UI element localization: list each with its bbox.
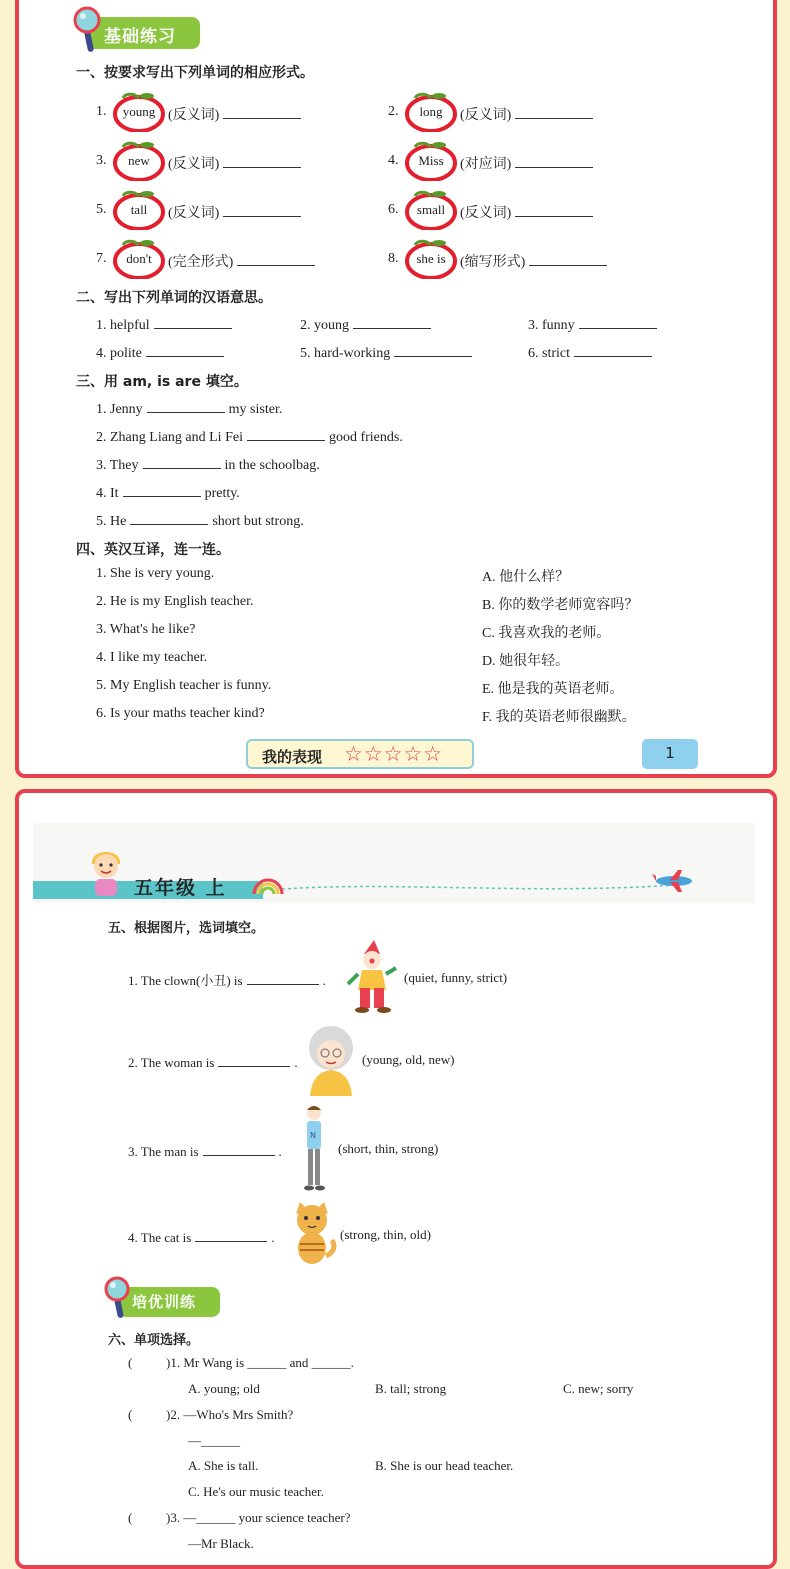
picture-fill-item: 2. The woman is . bbox=[128, 1052, 298, 1071]
item-number: 3. bbox=[96, 153, 107, 168]
fill-item: 4. It pretty. bbox=[96, 482, 240, 502]
cat-picture bbox=[286, 1200, 338, 1268]
answer-paren: ( bbox=[128, 1355, 133, 1370]
apple-word: she is bbox=[416, 251, 446, 266]
apple-word: tall bbox=[130, 202, 148, 217]
match-left-item: 1. She is very young. bbox=[96, 566, 215, 581]
worksheet-page-2 bbox=[15, 789, 777, 1569]
performance-bar bbox=[246, 739, 474, 769]
match-left-item: 3. What's he like? bbox=[96, 622, 196, 637]
svg-text:N: N bbox=[310, 1131, 316, 1140]
match-right-item: B. 你的数学老师宽容吗？ bbox=[482, 598, 639, 613]
section-1-title: 一、按要求写出下列单词的相应形式。 bbox=[76, 65, 314, 81]
badge-label: 基础练习 bbox=[104, 27, 176, 47]
apple-word: don't bbox=[126, 251, 152, 266]
question-2: )2. —Who's Mrs Smith? bbox=[166, 1407, 294, 1422]
question-3: )3. —______ your science teacher? bbox=[166, 1510, 351, 1525]
word-options: (young, old, new) bbox=[362, 1052, 455, 1067]
magnifier-icon bbox=[72, 6, 106, 54]
match-right-item: E. 他是我的英语老师。 bbox=[482, 682, 624, 697]
word-options: (quiet, funny, strict) bbox=[404, 970, 508, 985]
vocab-item: 1. helpful bbox=[96, 314, 236, 334]
match-left-item: 4. I like my teacher. bbox=[96, 650, 208, 665]
picture-fill-item: 1. The clown(小丑) is . bbox=[128, 970, 326, 989]
item-hint: (反义词) bbox=[168, 202, 305, 222]
match-right-item: F. 我的英语老师很幽默。 bbox=[482, 710, 636, 725]
vocab-item: 3. funny bbox=[528, 314, 661, 334]
apple-word-card bbox=[113, 239, 165, 279]
vocab-item: 2. young bbox=[300, 314, 435, 334]
item-number: 4. bbox=[388, 153, 399, 168]
dotted-path bbox=[270, 870, 700, 900]
clown-picture bbox=[344, 940, 400, 1014]
apple-word: long bbox=[419, 104, 443, 119]
item-number: 1. bbox=[96, 104, 107, 119]
grade-title: 五年级 上 bbox=[134, 877, 227, 899]
boy-avatar bbox=[86, 842, 126, 898]
apple-word: young bbox=[122, 104, 156, 119]
answer-paren: ( bbox=[128, 1407, 133, 1422]
section-3-title: 三、用 am, is are 填空。 bbox=[76, 374, 248, 390]
fill-item: 2. Zhang Liang and Li Fei good friends. bbox=[96, 426, 403, 446]
vocab-item: 5. hard-working bbox=[300, 342, 476, 362]
item-number: 7. bbox=[96, 251, 107, 266]
section-4-title: 四、英汉互译，连一连。 bbox=[76, 542, 230, 558]
vocab-item: 4. polite bbox=[96, 342, 228, 362]
apple-word-card bbox=[405, 141, 457, 181]
word-options: (short, thin, strong) bbox=[338, 1141, 439, 1156]
match-right-item: D. 她很年轻。 bbox=[482, 654, 570, 669]
airplane-icon bbox=[652, 868, 696, 894]
apple-word-card bbox=[113, 141, 165, 181]
item-hint: (完全形式) bbox=[168, 251, 319, 271]
item-hint: (反义词) bbox=[168, 153, 305, 173]
star-rating[interactable]: ☆☆☆☆☆ bbox=[344, 742, 444, 766]
apple-word-card bbox=[113, 190, 165, 230]
fill-item: 1. Jenny my sister. bbox=[96, 398, 282, 418]
rainbow-icon bbox=[252, 876, 284, 896]
picture-fill-item: 4. The cat is . bbox=[128, 1227, 275, 1246]
dialog-answer: —Mr Black. bbox=[188, 1536, 254, 1551]
fill-item: 5. He short but strong. bbox=[96, 510, 304, 530]
answer-paren: ( bbox=[128, 1510, 133, 1525]
apple-word: Miss bbox=[418, 153, 444, 168]
item-hint: (反义词) bbox=[460, 104, 597, 124]
match-right-item: A. 他什么样？ bbox=[482, 570, 570, 585]
match-left-item: 6. Is your maths teacher kind? bbox=[96, 706, 265, 721]
item-number: 6. bbox=[388, 202, 399, 217]
item-hint: (反义词) bbox=[460, 202, 597, 222]
thin-man-picture bbox=[296, 1104, 332, 1192]
item-hint: (反义词) bbox=[168, 104, 305, 124]
item-number: 8. bbox=[388, 251, 399, 266]
apple-word-card bbox=[405, 239, 457, 279]
performance-label: 我的表现 bbox=[262, 748, 323, 766]
option-c: C. He's our music teacher. bbox=[188, 1484, 324, 1499]
option-a: A. young; old bbox=[188, 1381, 260, 1396]
item-number: 2. bbox=[388, 104, 399, 119]
section-5-title: 五、根据图片，选词填空。 bbox=[108, 921, 265, 936]
match-left-item: 5. My English teacher is funny. bbox=[96, 678, 272, 693]
old-woman-picture bbox=[302, 1024, 360, 1096]
apple-word-card bbox=[113, 92, 165, 132]
section-6-title: 六、单项选择。 bbox=[108, 1333, 200, 1348]
section-2-title: 二、写出下列单词的汉语意思。 bbox=[76, 290, 272, 306]
apple-word-card bbox=[405, 190, 457, 230]
match-right-item: C. 我喜欢我的老师。 bbox=[482, 626, 611, 641]
option-b: B. She is our head teacher. bbox=[375, 1458, 514, 1473]
apple-word-card bbox=[405, 92, 457, 132]
match-left-item: 2. He is my English teacher. bbox=[96, 594, 254, 609]
item-hint: (缩写形式) bbox=[460, 251, 611, 271]
item-hint: (对应词) bbox=[460, 153, 597, 173]
option-a: A. She is tall. bbox=[188, 1458, 259, 1473]
page-number: 1 bbox=[665, 744, 675, 762]
option-c: C. new; sorry bbox=[563, 1381, 634, 1396]
badge-label: 培优训练 bbox=[132, 1293, 197, 1311]
item-number: 5. bbox=[96, 202, 107, 217]
page-number-tab bbox=[642, 739, 698, 769]
vocab-item: 6. strict bbox=[528, 342, 656, 362]
magnifier-icon bbox=[104, 1276, 134, 1320]
question-1: )1. Mr Wang is ______ and ______. bbox=[166, 1355, 354, 1370]
apple-word: small bbox=[416, 202, 446, 217]
word-options: (strong, thin, old) bbox=[340, 1227, 431, 1242]
apple-word: new bbox=[128, 153, 150, 168]
fill-item: 3. They in the schoolbag. bbox=[96, 454, 320, 474]
picture-fill-item: 3. The man is . bbox=[128, 1141, 282, 1160]
option-b: B. tall; strong bbox=[375, 1381, 447, 1396]
dialog-answer: —______ bbox=[188, 1433, 240, 1448]
